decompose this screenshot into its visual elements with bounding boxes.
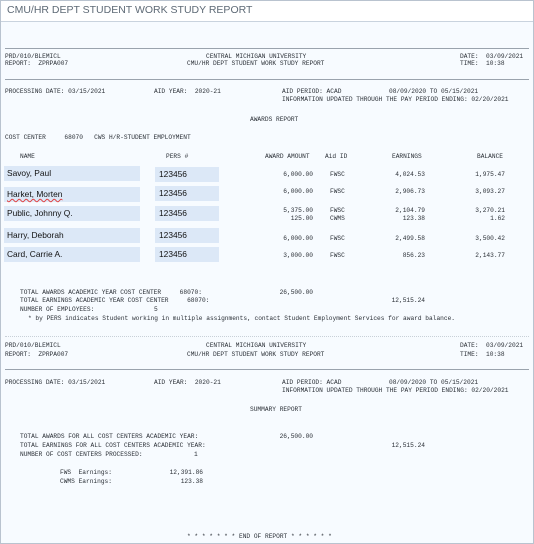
total-awards-value: 26,500.00 <box>279 289 313 296</box>
cwms-earnings-label: CWMS Earnings: <box>60 478 112 485</box>
university-name: CENTRAL MICHIGAN UNIVERSITY <box>206 53 307 60</box>
aid-id: CWMS <box>330 215 345 222</box>
col-aid-header: Aid ID <box>325 153 348 160</box>
balance: 3,270.21 <box>475 207 505 214</box>
report-date: DATE: 03/09/2021 <box>460 342 524 349</box>
student-name-text: Harket, Morten <box>7 189 63 199</box>
program-id: PRD/010/BLEMICL <box>5 53 61 60</box>
employees-value: 5 <box>154 306 158 313</box>
student-name: Harry, Deborah <box>4 228 140 243</box>
period-range: 08/09/2020 TO 05/15/2021 <box>389 379 479 386</box>
summary-total-earnings-label: TOTAL EARNINGS FOR ALL COST CENTERS ACADEMIC YEAR: <box>20 442 206 449</box>
divider <box>5 48 529 49</box>
earnings: 2,906.73 <box>395 188 425 195</box>
summary-total-awards-label: TOTAL AWARDS FOR ALL COST CENTERS ACADEMIC YEAR: <box>20 433 199 440</box>
total-earnings-label: TOTAL EARNINGS ACADEMIC YEAR COST CENTER 68070: <box>20 297 210 304</box>
pers-number: 123456 <box>155 167 219 182</box>
col-name-header: NAME <box>20 153 35 160</box>
window-titlebar <box>1 1 533 22</box>
footnote: * by PERS indicates Student working in multiple assignments, contact Student Employment Services for award balance. <box>28 315 456 322</box>
end-of-report: * * * * * * * END OF REPORT * * * * * * <box>187 533 332 540</box>
period-range: 08/09/2020 TO 05/15/2021 <box>389 88 479 95</box>
divider <box>5 369 529 370</box>
program-id: PRD/010/BLEMICL <box>5 342 61 349</box>
summary-total-earnings-value: 12,515.24 <box>391 442 425 449</box>
window-title: CMU/HR DEPT STUDENT WORK STUDY REPORT <box>7 4 253 16</box>
earnings: 856.23 <box>402 252 425 259</box>
fws-earnings-label: FWS Earnings: <box>60 469 112 476</box>
awards-section-title: AWARDS REPORT <box>250 116 299 123</box>
col-earnings-header: EARNINGS <box>392 153 422 160</box>
award-amount: 6,000.00 <box>283 171 313 178</box>
award-amount: 3,000.00 <box>283 252 313 259</box>
info-updated: INFORMATION UPDATED THROUGH THE PAY PERIOD ENDING: 02/20/2021 <box>282 96 509 103</box>
report-time: TIME: 10:38 <box>460 60 505 67</box>
balance: 3,500.42 <box>475 235 505 242</box>
fws-earnings-value: 12,391.86 <box>169 469 203 476</box>
earnings: 123.38 <box>402 215 425 222</box>
report-subtitle: CMU/HR DEPT STUDENT WORK STUDY REPORT <box>187 351 325 358</box>
cost-centers-label: NUMBER OF COST CENTERS PROCESSED: <box>20 451 143 458</box>
award-amount: 5,375.00 <box>283 207 313 214</box>
pers-number: 123456 <box>155 247 219 262</box>
earnings: 2,104.79 <box>395 207 425 214</box>
student-name <box>4 187 140 202</box>
divider <box>5 79 529 80</box>
student-name: Public, Johnny Q. <box>4 206 140 221</box>
balance: 1.62 <box>490 215 505 222</box>
student-name: Card, Carrie A. <box>4 247 140 262</box>
report-body[interactable] <box>1 22 533 543</box>
pers-number: 123456 <box>155 186 219 201</box>
award-amount: 6,000.00 <box>283 235 313 242</box>
aid-id: FWSC <box>330 171 345 178</box>
balance: 2,143.77 <box>475 252 505 259</box>
student-name: Savoy, Paul <box>4 166 140 181</box>
col-award-header: AWARD AMOUNT <box>265 153 310 160</box>
cwms-earnings-value: 123.38 <box>180 478 203 485</box>
cost-center: COST CENTER 68070 CWS H/R-STUDENT EMPLOYMENT <box>5 134 191 141</box>
earnings: 2,499.58 <box>395 235 425 242</box>
col-balance-header: BALANCE <box>477 153 503 160</box>
summary-total-awards-value: 26,500.00 <box>279 433 313 440</box>
total-awards-label: TOTAL AWARDS ACADEMIC YEAR COST CENTER 68070: <box>20 289 202 296</box>
report-code: REPORT: ZPRPA007 <box>5 351 69 358</box>
award-amount: 125.00 <box>290 215 313 222</box>
aid-id: FWSC <box>330 235 345 242</box>
report-time: TIME: 10:38 <box>460 351 505 358</box>
summary-section-title: SUMMARY REPORT <box>250 406 302 413</box>
report-subtitle: CMU/HR DEPT STUDENT WORK STUDY REPORT <box>187 60 325 67</box>
aid-year: AID YEAR: 2020-21 <box>154 379 221 386</box>
processing-date: PROCESSING DATE: 03/15/2021 <box>5 88 106 95</box>
info-updated: INFORMATION UPDATED THROUGH THE PAY PERIOD ENDING: 02/20/2021 <box>282 387 509 394</box>
cost-centers-value: 1 <box>194 451 198 458</box>
aid-id: FWSC <box>330 188 345 195</box>
employees-label: NUMBER OF EMPLOYEES: <box>20 306 95 313</box>
university-name: CENTRAL MICHIGAN UNIVERSITY <box>206 342 307 349</box>
aid-id: FWSC <box>330 207 345 214</box>
pers-number: 123456 <box>155 228 219 243</box>
aid-period: AID PERIOD: ACAD <box>282 379 342 386</box>
aid-id: FWSC <box>330 252 345 259</box>
page-break <box>5 336 529 337</box>
total-earnings-value: 12,515.24 <box>391 297 425 304</box>
processing-date: PROCESSING DATE: 03/15/2021 <box>5 379 106 386</box>
col-pers-header: PERS # <box>166 153 189 160</box>
balance: 3,093.27 <box>475 188 505 195</box>
report-code: REPORT: ZPRPA007 <box>5 60 69 67</box>
report-date: DATE: 03/09/2021 <box>460 53 524 60</box>
aid-year: AID YEAR: 2020-21 <box>154 88 221 95</box>
aid-period: AID PERIOD: ACAD <box>282 88 342 95</box>
earnings: 4,024.53 <box>395 171 425 178</box>
pers-number: 123456 <box>155 206 219 221</box>
balance: 1,975.47 <box>475 171 505 178</box>
award-amount: 6,000.00 <box>283 188 313 195</box>
